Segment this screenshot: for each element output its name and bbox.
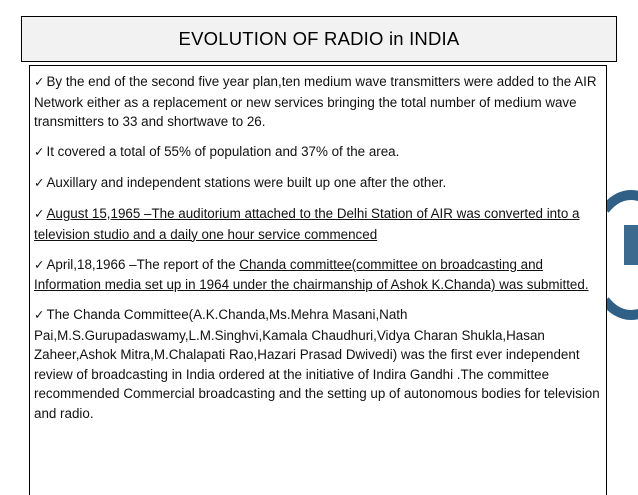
bullet-text: By the end of the second five year plan,ten medium wave transmitters were added to the AIR Network either as a replacement or new services bringing the total number of medium wave transmitters to 33 and shortwave to 26. — [34, 74, 597, 129]
bullet-underlined-text: Chanda committee(committee on broadcasting and Information media set up in 1964 under the chairmanship of Ashok K.Chanda) was submitted. — [34, 256, 589, 292]
checkmark-icon: ✓ — [34, 308, 45, 322]
bullet-text: Auxillary and independent stations were built up one after the other. — [46, 175, 447, 190]
bullet-item — [34, 255, 600, 295]
bullet-underlined-text: August 15,1965 –The auditorium attached to the Delhi Station of AIR was converted into a television studio and a daily one hour service commenced — [34, 206, 580, 242]
checkmark-icon: ✓ — [34, 257, 45, 272]
bullet-item — [34, 142, 600, 163]
bullet-text: The Chanda Committee(A.K.Chanda,Ms.Mehra Masani,Nath Pai,M.S.Gurupadaswamy,L.M.Singhvi,Kamala Chaudhuri,Vidya Charan Shukla,Hasan Zaheer,Ashok Mitra,M.Chalapati Rao,Hazari Prasad Dwivedi) was the first ever independent review of broadcasting in India ordered at the initiative of Indira Gandhi .The committee recommended Commercial broadcasting and the setting up of autonomous bodies for television and radio. — [34, 307, 600, 421]
bullet-item — [34, 305, 600, 423]
checkmark-icon: ✓ — [34, 75, 45, 89]
slide-title: EVOLUTION OF RADIO in INDIA — [21, 16, 617, 62]
bullet-text: April,18,1966 –The report of the — [46, 256, 240, 272]
checkmark-icon: ✓ — [34, 145, 45, 159]
bullet-text: It covered a total of 55% of population and 37% of the area. — [46, 144, 400, 159]
decorative-bar — [624, 225, 638, 265]
content-area — [29, 65, 607, 495]
bullet-item — [34, 72, 600, 132]
bullet-item — [34, 173, 600, 194]
checkmark-icon: ✓ — [34, 176, 45, 190]
checkmark-icon: ✓ — [34, 207, 45, 221]
bullet-item — [34, 204, 600, 244]
